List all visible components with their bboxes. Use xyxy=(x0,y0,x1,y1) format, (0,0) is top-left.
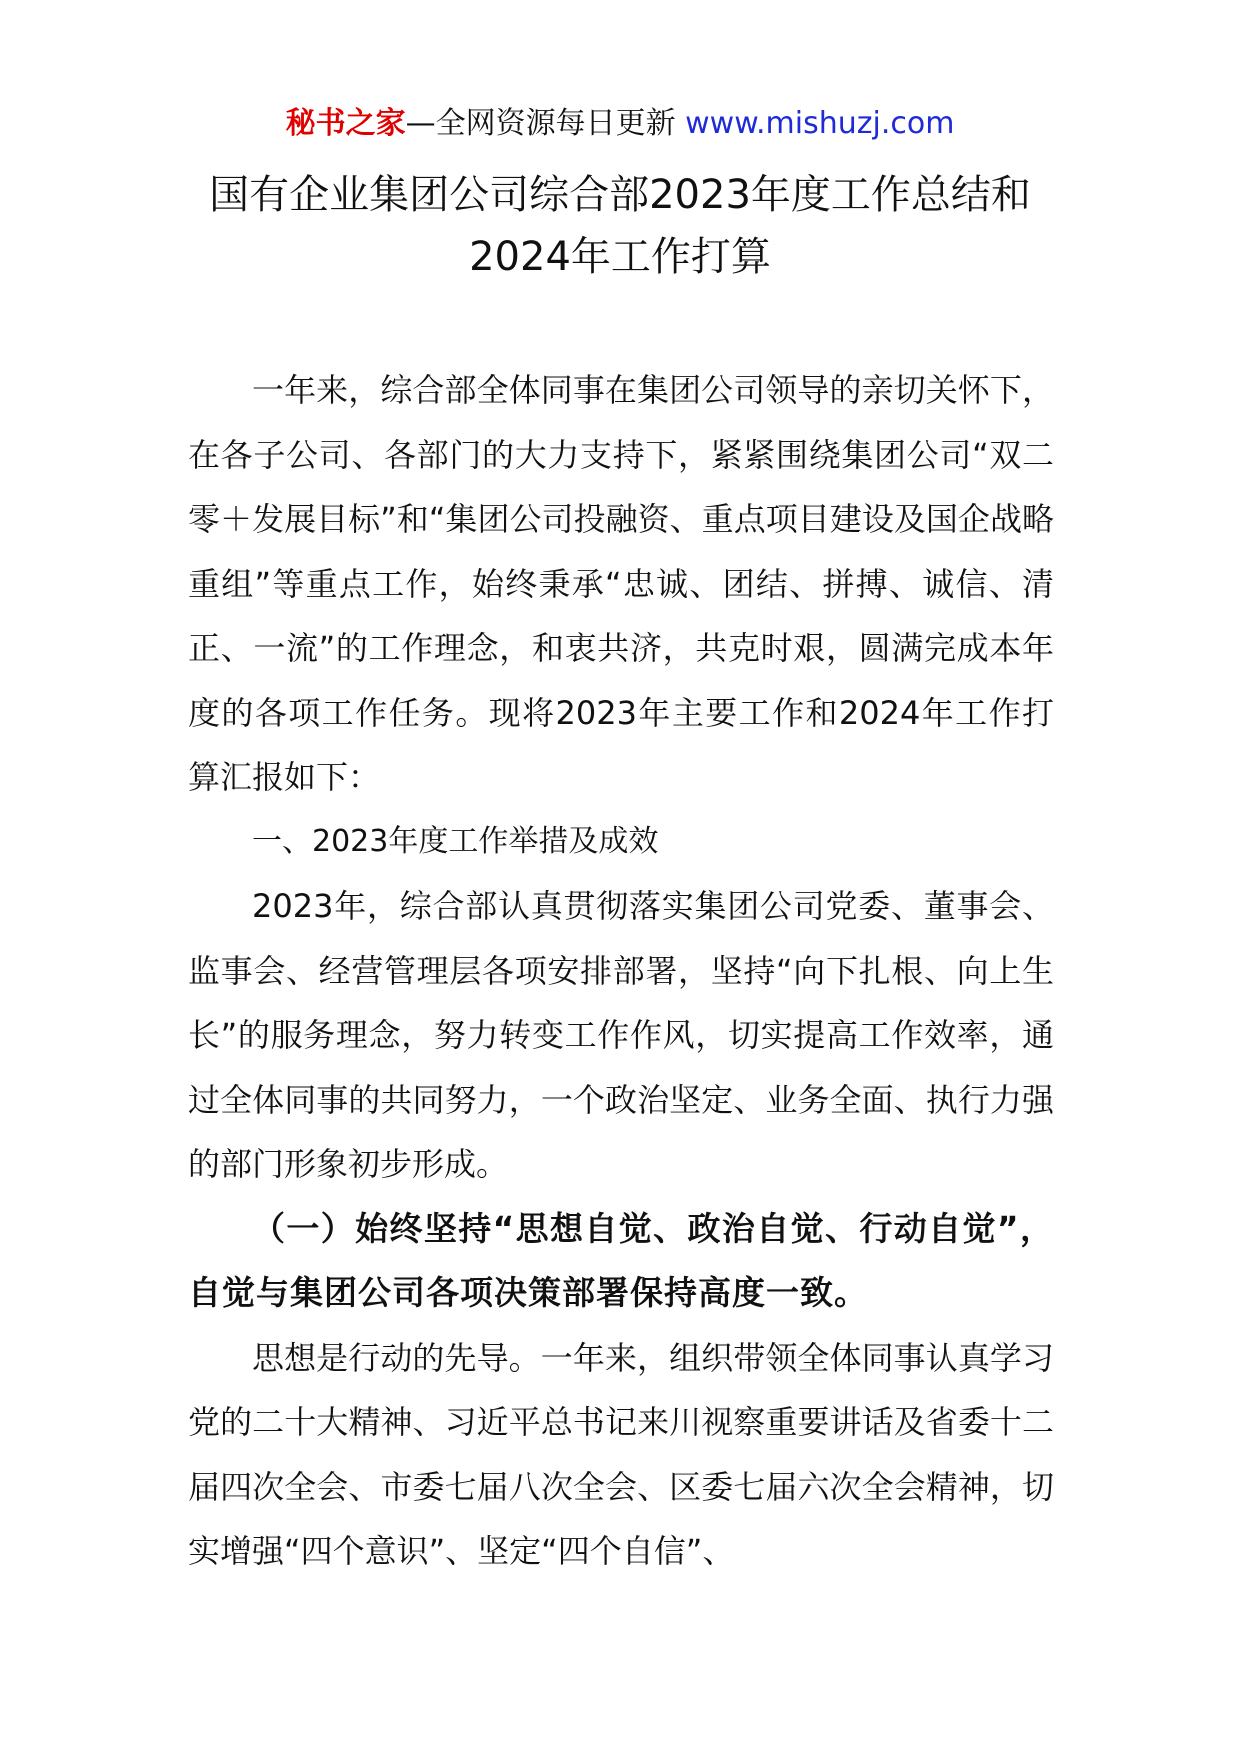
document-title xyxy=(0,164,1240,288)
subsection-1-paragraph: 思想是行动的先导。一年来，组织带领全体同事认真学习党的二十大精神、习近平总书记来川视察重要讲话及省委十二届四次全会、市委七届八次全会、区委七届六次全会精神，切实增强“四个意识”、坚定“四个自信”、 xyxy=(188,1338,1054,1570)
title-line-2: 2024年工作打算 xyxy=(469,234,771,280)
banner-tagline: —全网资源每日更新 xyxy=(405,106,686,141)
intro-paragraph: 一年来，综合部全体同事在集团公司领导的亲切关怀下，在各子公司、各部门的大力支持下，紧紧围绕集团公司“双二零＋发展目标”和“集团公司投融资、重点项目建设及国企战略重组”等重点工作，始终秉承“忠诚、团结、拼搏、诚信、清正、一流”的工作理念，和衷共济，共克时艰，圆满完成本年度的各项工作任务。现将2023年主要工作和2024年工作打算汇报如下： xyxy=(188,371,1054,796)
subsection-heading-1: （一）始终坚持“思想自觉、政治自觉、行动自觉”，自觉与集团公司各项决策部署保持高度一致。 xyxy=(188,1208,1054,1312)
title-line-1: 国有企业集团公司综合部2023年度工作总结和 xyxy=(209,172,1031,218)
section-1-paragraph: 2023年，综合部认真贯彻落实集团公司党委、董事会、监事会、经营管理层各项安排部署，坚持“向下扎根、向上生长”的服务理念，努力转变工作作风，切实提高工作效率，通过全体同事的共同努力，一个政治坚定、业务全面、执行力强的部门形象初步形成。 xyxy=(188,887,1054,1183)
section-heading-1: 一、2023年度工作举措及成效 xyxy=(252,823,659,859)
document-body xyxy=(188,358,1054,1584)
site-url-link[interactable]: www.mishuzj.com xyxy=(685,106,955,141)
brand-name: 秘书之家 xyxy=(285,106,406,141)
site-banner xyxy=(0,102,1240,146)
